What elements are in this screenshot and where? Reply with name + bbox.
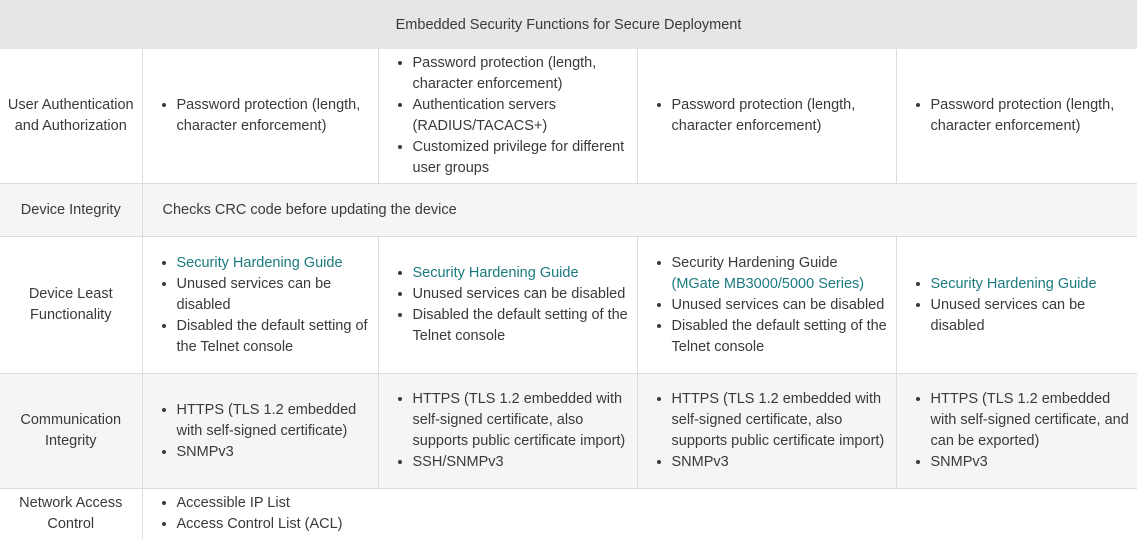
cell-device-integrity xyxy=(142,184,1137,237)
list-item xyxy=(672,253,896,295)
list-item: • Unused services can be disabled xyxy=(672,295,896,316)
list-item: • Unused services can be disabled xyxy=(177,274,378,316)
table-row-network-access xyxy=(0,489,1137,540)
table-title: Embedded Security Functions for Secure Deployment xyxy=(0,0,1137,49)
row-label-network-access: Network Access Control xyxy=(0,489,142,540)
table-row-communication-integrity xyxy=(0,374,1137,489)
table-row-user-auth xyxy=(0,49,1137,184)
cell-network-access xyxy=(142,489,1137,540)
cell-user-auth-col1 xyxy=(142,49,378,184)
cell-comm-col3 xyxy=(637,374,896,489)
table-row-least-functionality xyxy=(0,237,1137,374)
cell-least-func-col1 xyxy=(142,237,378,374)
list-item: • Password protection (length, character enforcement) xyxy=(413,53,637,95)
row-label-least-functionality: Device Least Functionality xyxy=(0,237,142,374)
list-item: • SSH/SNMPv3 xyxy=(413,452,637,473)
list-item: • HTTPS (TLS 1.2 embedded with self-signed certificate) xyxy=(177,400,378,442)
cell-comm-col4 xyxy=(896,374,1137,489)
list-item: • HTTPS (TLS 1.2 embedded with self-signed certificate, also supports public certificate import) xyxy=(672,389,896,452)
row-label-communication-integrity: Communication Integrity xyxy=(0,374,142,489)
list-item: • Accessible IP List xyxy=(177,493,1137,514)
security-hardening-guide-link[interactable]: Security Hardening Guide xyxy=(176,254,343,271)
list-item: • SNMPv3 xyxy=(177,442,378,463)
row-label-user-auth: User Authentication and Authorization xyxy=(0,49,142,184)
security-hardening-guide-link[interactable]: Security Hardening Guide xyxy=(412,265,579,281)
list-item xyxy=(177,253,378,274)
list-item: • Authentication servers (RADIUS/TACACS+) xyxy=(413,95,637,137)
cell-comm-col2 xyxy=(378,374,637,489)
table-row-device-integrity xyxy=(0,184,1137,237)
list-item xyxy=(931,274,1137,295)
list-item: • Password protection (length, character enforcement) xyxy=(177,95,378,137)
cell-user-auth-col2 xyxy=(378,49,637,184)
mgate-series-link[interactable]: (MGate MB3000/5000 Series) xyxy=(671,275,865,292)
list-item: • HTTPS (TLS 1.2 embedded with self-signed certificate, and can be exported) xyxy=(931,389,1137,452)
list-item: • Disabled the default setting of the Telnet console xyxy=(413,305,637,347)
list-item: • Disabled the default setting of the Telnet console xyxy=(672,316,896,358)
list-item: • Password protection (length, character enforcement) xyxy=(672,95,896,137)
cell-least-func-col2 xyxy=(378,237,637,374)
list-item: • Customized privilege for different user groups xyxy=(413,137,637,179)
list-item xyxy=(413,263,637,284)
cell-user-auth-col3 xyxy=(637,49,896,184)
security-hardening-guide-link[interactable]: Security Hardening Guide xyxy=(930,275,1097,292)
cell-user-auth-col4 xyxy=(896,49,1137,184)
security-hardening-guide-text: Security Hardening Guide xyxy=(671,254,838,271)
list-item: • Unused services can be disabled xyxy=(413,284,637,305)
list-item: • Password protection (length, character enforcement) xyxy=(931,95,1137,137)
list-item: • SNMPv3 xyxy=(672,452,896,473)
list-item: • Disabled the default setting of the Telnet console xyxy=(177,316,378,358)
list-item: • SNMPv3 xyxy=(931,452,1137,473)
cell-least-func-col3 xyxy=(637,237,896,374)
row-label-device-integrity: Device Integrity xyxy=(0,184,142,237)
list-item: • HTTPS (TLS 1.2 embedded with self-signed certificate, also supports public certificate import) xyxy=(413,389,637,452)
list-item: • Unused services can be disabled xyxy=(931,295,1137,337)
cell-comm-col1 xyxy=(142,374,378,489)
cell-least-func-col4 xyxy=(896,237,1137,374)
list-item: • Access Control List (ACL) xyxy=(177,514,1137,535)
device-integrity-text: Checks CRC code before updating the device xyxy=(162,201,457,218)
